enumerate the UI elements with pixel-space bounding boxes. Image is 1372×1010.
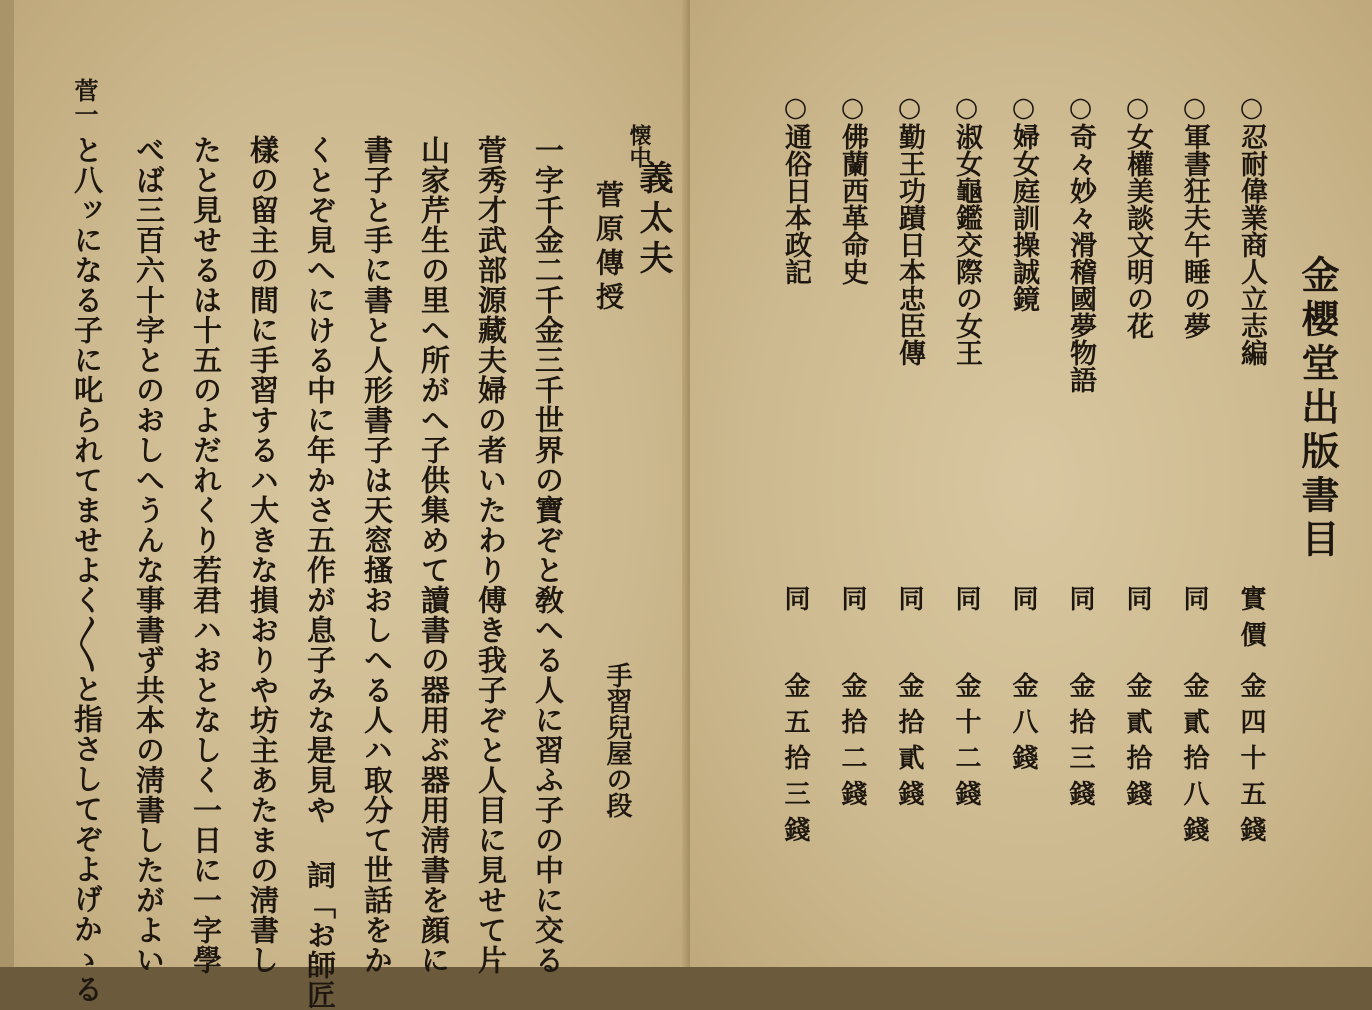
- book-title: ○淑女龜鑑交際の女王: [951, 92, 982, 366]
- text-line: たと見せるは十五のよだれくり若君ハおとなしく一日に一字學: [189, 135, 223, 975]
- text-line: 書子と手に書と人形書子は天窓搔おしへる人ハ取分て世話をか: [360, 135, 394, 975]
- price-label: 同: [1065, 585, 1095, 621]
- book-title: ○軍書狂夫午睡の夢: [1179, 92, 1210, 339]
- book-title: ○佛蘭西革命史: [837, 92, 868, 285]
- price-value: 金拾貳錢: [894, 672, 924, 816]
- price-value: 金八錢: [1008, 672, 1038, 780]
- price-value: 金十二錢: [951, 672, 981, 816]
- price-label: 同: [837, 585, 867, 621]
- heading-gidayu: 義太夫: [633, 160, 673, 280]
- price-label: 同: [1122, 585, 1152, 621]
- price-label: 實價: [1236, 585, 1266, 657]
- catalog-title: 金櫻堂出版書目: [1295, 255, 1340, 563]
- book-title: ○通俗日本政記: [780, 92, 811, 285]
- price-label: 同: [780, 585, 810, 621]
- text-line: べば三百六十字とのおしへうんな事書ず共本の淸書したがよい: [132, 135, 166, 975]
- price-value: 金拾三錢: [1065, 672, 1095, 816]
- book-title: ○婦女庭訓操誠鏡: [1008, 92, 1039, 312]
- price-value: 金貳拾八錢: [1179, 672, 1209, 852]
- text-line: 山家芹生の里へ所がへ子供集めて讀書の器用ぶ器用淸書を顔に: [417, 135, 451, 975]
- price-value: 金拾二錢: [837, 672, 867, 816]
- book-title: ○奇々妙々滑稽國夢物語: [1065, 92, 1096, 393]
- text-line: 菅秀才武部源藏夫婦の者いたわり傅き我子ぞと人目に見せて片: [474, 135, 508, 975]
- price-label: 同: [1179, 585, 1209, 621]
- price-value: 金四十五錢: [1236, 672, 1266, 852]
- book-title: ○忍耐偉業商人立志編: [1236, 92, 1267, 366]
- book-title: ○勤王功蹟日本忠臣傳: [894, 92, 925, 366]
- price-label: 同: [1008, 585, 1038, 621]
- author: 菅原傳授: [592, 180, 625, 316]
- page-number: 菅一: [70, 78, 99, 126]
- text-line: 樣の留主の間に手習するハ大きな損おりや坊主あたまの淸書し: [246, 135, 280, 975]
- price-value: 金五拾三錢: [780, 672, 810, 852]
- text-line: 一字千金二千金三千世界の寶ぞと敎へる人に習ふ子の中に交る: [531, 135, 565, 975]
- text-line: くとぞ見へにける中に年かさ五作が息子みな是見や 詞「お師匠: [303, 135, 337, 1010]
- right-page: [690, 0, 1372, 967]
- text-line: と八ッになる子に叱られてませよく〳〵と指さしてぞよげかゝる: [70, 135, 104, 1004]
- price-label: 同: [894, 585, 924, 621]
- price-value: 金貳拾錢: [1122, 672, 1152, 816]
- section-title: 手習兒屋の段: [602, 662, 632, 818]
- heading-kaichu: 懐中: [626, 124, 652, 168]
- price-label: 同: [951, 585, 981, 621]
- book-title: ○女權美談文明の花: [1122, 92, 1153, 339]
